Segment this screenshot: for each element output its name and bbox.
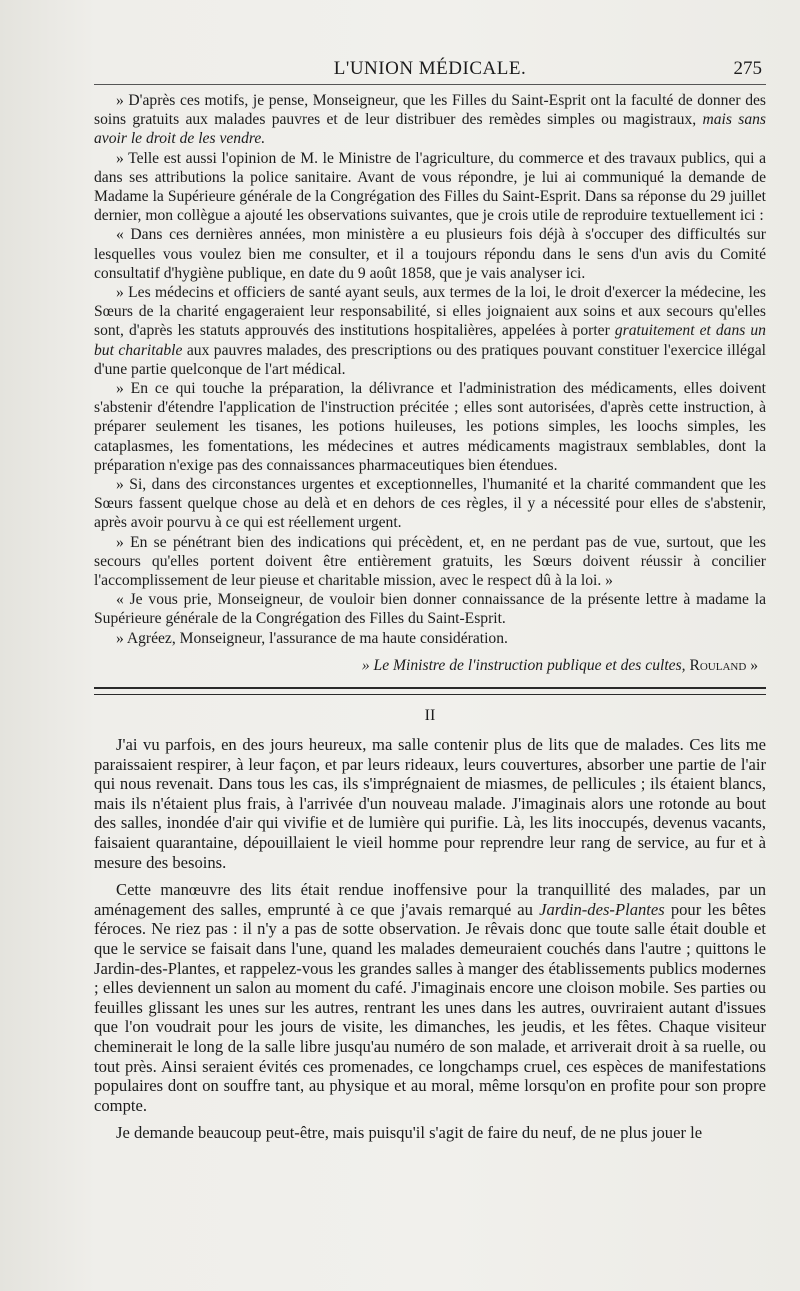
ministry-quote-paragraph: » En ce qui touche la préparation, la délivrance et l'administration des médicaments, elles doivent s'abstenir d'étendre l'application de l'instruction précitée ; elles sont autorisées, d'après cette instruction, à préparer seulement les tisanes, les potions huileuses, les potions simples, les loochs simples, les cataplasmes, les fomentations, les médecines et autres médicaments magistraux semblables, dont la préparation n'exige pas des connaissances pharmaceutiques bien étendues.	[94, 380, 766, 474]
journal-title: L'UNION MÉDICALE.	[333, 58, 527, 79]
running-head	[94, 54, 766, 85]
section-divider	[94, 687, 766, 695]
ministry-quote-paragraph	[94, 283, 766, 379]
quoted-letter	[94, 91, 766, 675]
section-number: II	[424, 707, 436, 725]
signature-name: Rouland »	[689, 656, 758, 674]
signature-ministry: » Le Ministre de l'instruction publique et des cultes,	[361, 656, 686, 674]
letter-signature	[94, 656, 766, 675]
body-paragraph	[94, 880, 766, 1115]
body-text: Cette manœuvre des lits était rendue inoffensive pour la tranquillité des malades, par un aménagement des salles, emprunté à ce que j'avais remarqué au	[94, 880, 766, 919]
body-emphasis: Jardin-des-Plantes	[539, 899, 665, 919]
ministry-quote-paragraph: » Si, dans des circonstances urgentes et exceptionnelles, l'humanité et la charité commandent que les Sœurs fassent quelque chose au delà et en dehors de ces règles, il y a nécessité pour elles de s'abstenir, après avoir pourvu à ce qui est réellement urgent.	[94, 476, 766, 532]
article-body	[94, 735, 766, 1143]
letter-emphasis: mais sans avoir le droit de les vendre.	[94, 111, 766, 148]
letter-text: » D'après ces motifs, je pense, Monseigneur, que les Filles du Saint-Esprit ont la faculté de donner des soins gratuits aux malades pauvres et de leur distribuer des remèdes simples ou magistraux,	[94, 92, 766, 129]
letter-closing: » Agréez, Monseigneur, l'assurance de ma haute considération.	[116, 629, 508, 647]
letter-paragraph	[94, 91, 766, 149]
letter-emphasis: gratuitement et dans un but charitable	[94, 322, 766, 359]
body-paragraph: J'ai vu parfois, en des jours heureux, ma salle contenir plus de lits que de malades. Ces lits me paraissaient respirer, à leur façon, et par leurs rideaux, leurs couvertures, absorber une partie de l'air qui nous revenait. Dans tous les cas, ils s'imprégnaient de miasmes, de pellicules ; ils étaient blancs, mais ils n'étaient plus frais, à l'arrivée d'un nouveau malade. J'imaginais alors une rotonde au bout des salles, inondée d'air qui vivifie et de lumière qui purifie. Là, les lits inoccupés, devenus vacants, faisaient quarantaine, dépouillaient le vieil homme pour reprendre leur rang de service, au fur et à mesure des besoins.	[94, 735, 766, 872]
ministry-quote-paragraph: « Dans ces dernières années, mon ministère a eu plusieurs fois déjà à s'occuper des difficultés sur lesquelles vous voulez bien me consulter, et il a toujours répondu dans le sens d'un avis du Comité consultatif d'hygiène publique, en date du 9 août 1858, que je vais analyser ici.	[94, 226, 766, 282]
page-number: 275	[733, 58, 762, 79]
letter-paragraph: » Telle est aussi l'opinion de M. le Ministre de l'agriculture, du commerce et des travaux publics, qui a dans ses attributions la police sanitaire. Avant de vous répondre, je lui ai communiqué la demande de Madame la Supérieure générale de la Congrégation des Filles du Saint-Esprit. Dans sa réponse du 29 juillet dernier, mon collègue a ajouté les observations suivantes, que je crois utile de reproduire textuellement ici :	[94, 149, 766, 225]
body-text: pour les bêtes féroces. Ne riez pas : il n'y a pas de sotte observation. Je rêvais donc que toute salle était double et que le service se faisait dans l'une, quand les malades demeuraient couchés dans l'autre ; quittons le Jardin-des-Plantes, et rappelez-vous les grandes salles à manger des établissements publics modernes ; elles deviennent un salon au moment du café. J'imaginais encore une cloison mobile. Ses parties ou feuilles glissant les unes sur les autres, rentrant les unes dans les autres, ouvriraient autant d'issues que l'on voudrait pour les jours de visite, les dimanches, les jeudis, et les fêtes. Chaque visiteur cheminerait le long de la salle libre jusqu'au numéro de son malade, et arriverait droit à sa ruelle, ou tout près. Ainsi seraient évités ces promenades, ce longchamps cruel, ces espèces de manifestations populaires dont on souffre tant, au physique et au moral, même lorsqu'on en profite pour son propre compte.	[94, 899, 767, 1115]
letter-text: aux pauvres malades, des prescriptions ou des pratiques pouvant constituer l'exercice illégal d'une partie quelconque de l'art médical.	[94, 341, 766, 378]
letter-paragraph: « Je vous prie, Monseigneur, de vouloir bien donner connaissance de la présente lettre à madame la Supérieure générale de la Congrégation des Filles du Saint-Esprit.	[94, 591, 766, 628]
body-paragraph: Je demande beaucoup peut-être, mais puisqu'il s'agit de faire du neuf, de ne plus jouer le	[116, 1123, 703, 1143]
letter-text: » Les médecins et officiers de santé ayant seuls, aux termes de la loi, le droit d'exercer la médecine, les Sœurs de la charité engageraient leur responsabilité, si elles joignaient aux soins et aux secours qu'elles sont, d'après les statuts approuvés des institutions hospitalières, appelées à porter	[94, 284, 766, 340]
ministry-quote-paragraph: » En se pénétrant bien des indications qui précèdent, et, en ne perdant pas de vue, surtout, que les secours qu'elles portent doivent être entièrement gratuits, les Sœurs doivent réussir à concilier l'accomplissement de leur pieuse et charitable mission, avec le respect dû à la loi. »	[94, 533, 766, 590]
